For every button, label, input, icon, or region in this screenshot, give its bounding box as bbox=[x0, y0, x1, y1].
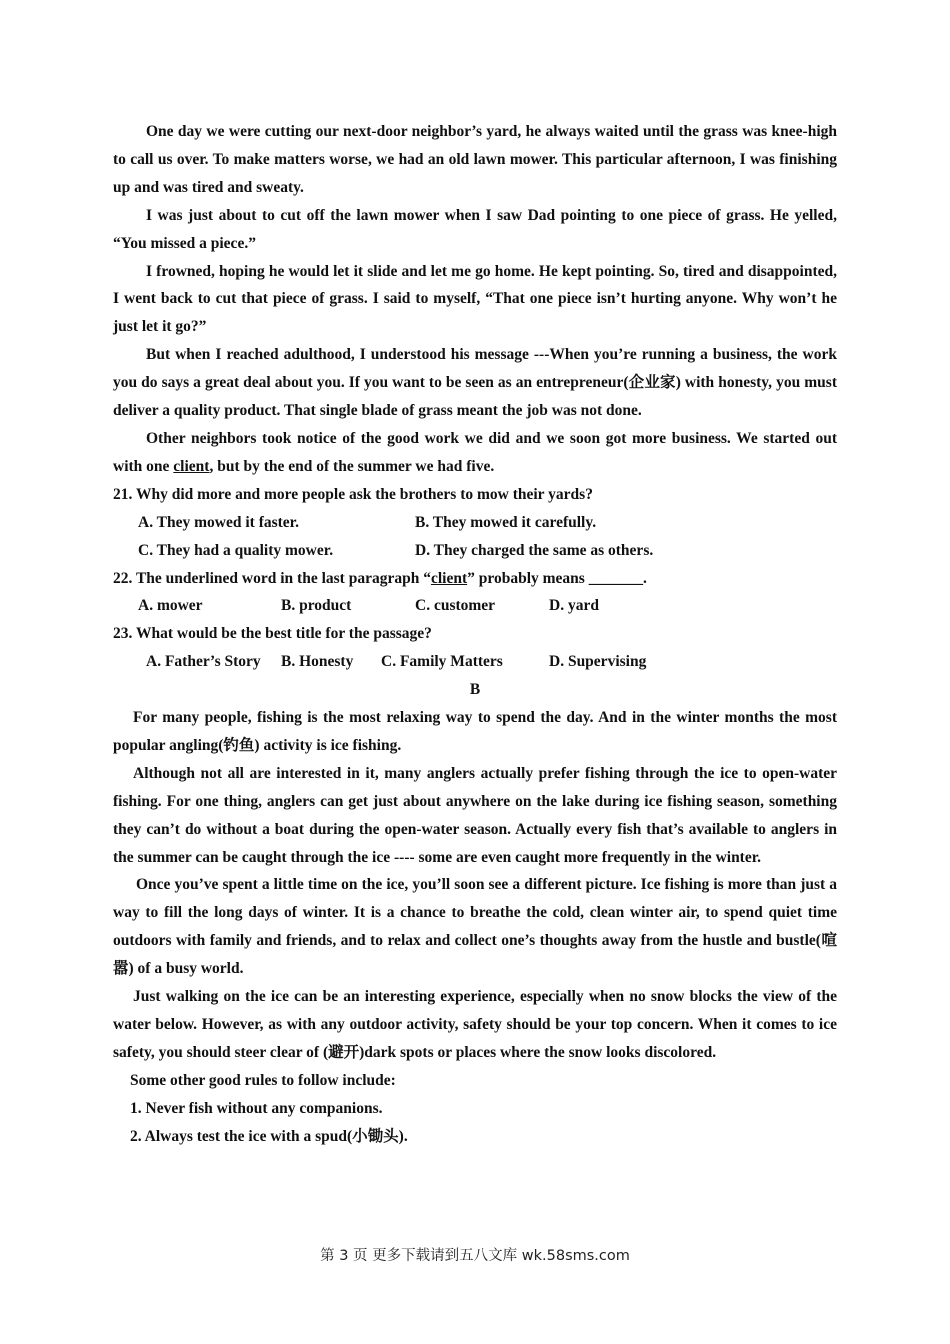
passage-b-paragraph-3: Once you’ve spent a little time on the ice, you’ll soon see a different picture. Ice fishing is more than just a way to fill the long days of winter. It is a chance to breathe the cold, clean winter air, to spend quiet time outdoors with family and friends, and to relax and collect one’s thoughts away from the hustle and bustle(喧嚣) of a busy world. bbox=[113, 876, 837, 978]
question-21-options-row-1 bbox=[113, 509, 837, 537]
question-23-option-c: C. Family Matters bbox=[381, 653, 503, 671]
page-footer: 第 3 页 更多下载请到五八文库 wk.58sms.com bbox=[320, 1248, 630, 1264]
passage-a-paragraph-3: I frowned, hoping he would let it slide and let me go home. He kept pointing. So, tired and disappointed, I went back to cut that piece of grass. I said to myself, “That one piece isn’t hurting anyone. Why won’t he just let it go?” bbox=[113, 262, 837, 336]
passage-a-paragraph-2: I was just about to cut off the lawn mower when I saw Dad pointing to one piece of grass. He yelled, “You missed a piece.” bbox=[113, 206, 837, 252]
paragraph-5-text-before: Other neighbors took notice of the good work we did and we soon got more business. We started out with one bbox=[113, 429, 837, 475]
rule-item-2: 2. Always test the ice with a spud(小锄头). bbox=[130, 1127, 408, 1145]
passage-b-heading: B bbox=[469, 681, 481, 699]
question-23-stem: 23. What would be the best title for the passage? bbox=[113, 625, 432, 643]
question-21-options-row-2 bbox=[113, 537, 837, 565]
paragraph-5-text-after: , but by the end of the summer we had five. bbox=[209, 457, 495, 475]
rules-intro: Some other good rules to follow include: bbox=[130, 1071, 396, 1089]
question-22-option-a: A. mower bbox=[138, 597, 203, 615]
passage-a-paragraph-1: One day we were cutting our next-door neighbor’s yard, he always waited until the grass was knee-high to call us over. To make matters worse, we had an old lawn mower. This particular afternoon, I was finishing up and was tired and sweaty. bbox=[113, 123, 837, 196]
question-21-option-c: C. They had a quality mower. bbox=[138, 541, 334, 559]
question-22-options bbox=[113, 592, 837, 620]
question-22-stem-before: 22. The underlined word in the last paragraph “ bbox=[113, 569, 431, 587]
question-22-stem-after: ” probably means _______. bbox=[467, 569, 647, 587]
question-23-options bbox=[113, 648, 837, 676]
document-body bbox=[113, 118, 837, 1151]
question-23-option-d: D. Supervising bbox=[549, 653, 647, 671]
question-21-stem: 21. Why did more and more people ask the brothers to mow their yards? bbox=[113, 485, 593, 503]
question-23-option-a: A. Father’s Story bbox=[146, 653, 261, 671]
rule-item-1: 1. Never fish without any companions. bbox=[130, 1099, 383, 1117]
question-21-option-a: A. They mowed it faster. bbox=[138, 513, 300, 531]
question-23-option-b: B. Honesty bbox=[281, 653, 354, 671]
question-22-stem bbox=[113, 565, 837, 593]
question-22-underlined-word: client bbox=[430, 569, 468, 587]
passage-b-paragraph-2: Although not all are interested in it, many anglers actually prefer fishing through the ice to open-water fishing. For one thing, anglers can get just about anywhere on the lake during ice fishing season, something they can’t do without a boat during the open-water season. Actually every fish that’s available to anglers in the summer can be caught through the ice ---- some are even caught more frequently in the winter. bbox=[113, 764, 837, 866]
passage-b-paragraph-4: Just walking on the ice can be an interesting experience, especially when no snow blocks the view of the water below. However, as with any outdoor activity, safety should be your top concern. When it comes to ice safety, you should steer clear of (避开)dark spots or places where the snow looks discolored. bbox=[113, 988, 837, 1061]
passage-b-paragraph-1: For many people, fishing is the most relaxing way to spend the day. And in the winter months the most popular angling(钓鱼) activity is ice fishing. bbox=[113, 709, 837, 754]
question-21-option-d: D. They charged the same as others. bbox=[415, 541, 654, 559]
underlined-word-client: client bbox=[173, 457, 210, 475]
question-22-option-b: B. product bbox=[281, 597, 352, 615]
passage-a-paragraph-5 bbox=[113, 425, 837, 481]
question-22-option-c: C. customer bbox=[415, 597, 496, 615]
passage-a-paragraph-4: But when I reached adulthood, I understood his message ---When you’re running a business, the work you do says a great deal about you. If you want to be seen as an entrepreneur(企业家) with honesty, you must deliver a quality product. That single blade of grass meant the job was not done. bbox=[113, 346, 837, 420]
question-21-option-b: B. They mowed it carefully. bbox=[415, 513, 597, 531]
question-22-option-d: D. yard bbox=[549, 597, 599, 615]
